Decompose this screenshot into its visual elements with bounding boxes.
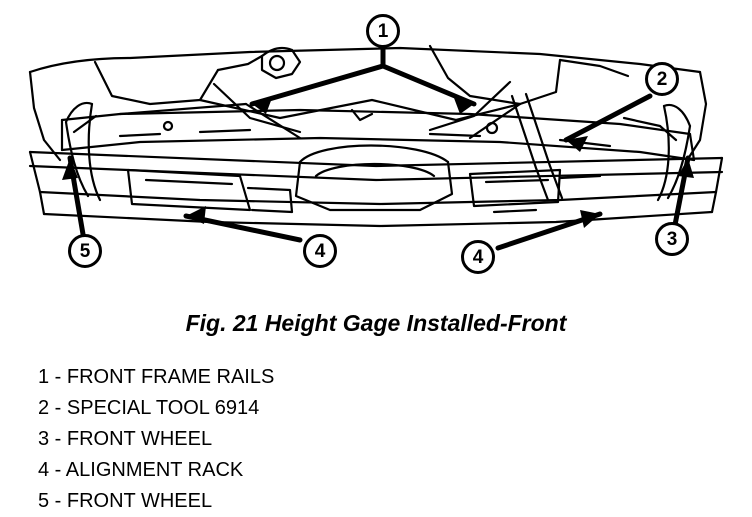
legend-item: 5 - FRONT WHEEL bbox=[38, 490, 213, 512]
callout-4-left: 4 bbox=[303, 234, 337, 268]
figure-caption: Fig. 21 Height Gage Installed-Front bbox=[185, 310, 567, 336]
legend-item: 2 - SPECIAL TOOL 6914 bbox=[38, 397, 260, 419]
legend-item: 3 - FRONT WHEEL bbox=[38, 428, 213, 450]
callout-5: 5 bbox=[68, 234, 102, 268]
callout-1: 1 bbox=[366, 14, 400, 48]
figure-legend bbox=[38, 362, 698, 517]
callout-3: 3 bbox=[655, 222, 689, 256]
legend-item: 1 - FRONT FRAME RAILS bbox=[38, 366, 275, 388]
legend-item: 4 - ALIGNMENT RACK bbox=[38, 459, 244, 481]
callout-4-right: 4 bbox=[461, 240, 495, 274]
callout-2: 2 bbox=[645, 62, 679, 96]
